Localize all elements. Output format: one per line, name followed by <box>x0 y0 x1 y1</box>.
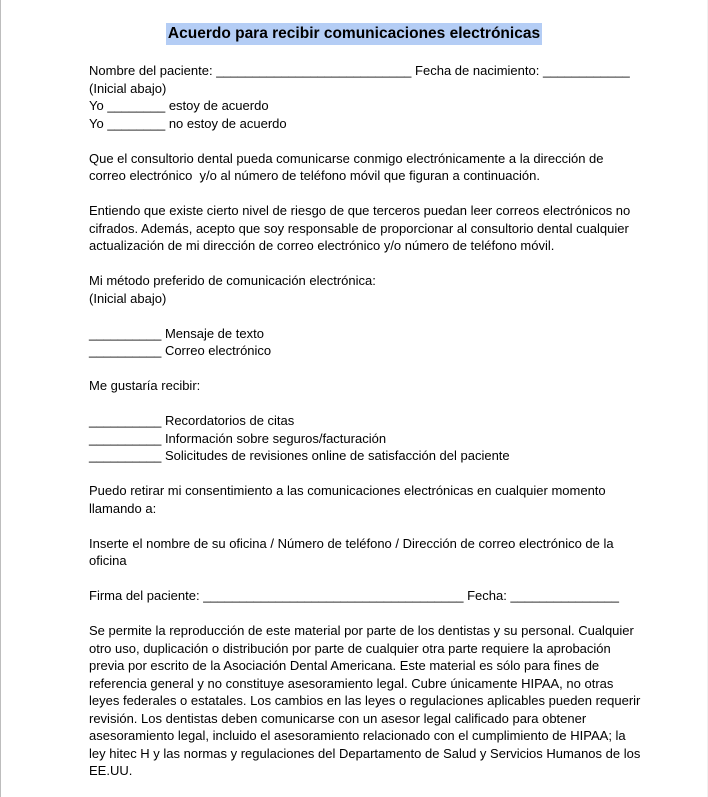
risk-paragraph-line: Entiendo que existe cierto nivel de riesgo de que terceros puedan leer correos electrónicos no <box>89 203 631 218</box>
patient-name-label: Nombre del paciente: <box>89 63 213 78</box>
agree-label: estoy de acuerdo <box>168 98 269 113</box>
receive-heading: Me gustaría recibir: <box>89 378 201 393</box>
spacer <box>89 605 659 623</box>
disclaimer-line: referencia general y no constituye asesoramiento legal. Cubre únicamente HIPAA, no otras <box>89 675 614 691</box>
office-info-line: Inserte el nombre de su oficina / Número de teléfono / Dirección de correo electrónico de la <box>89 535 614 551</box>
disagree-prefix: Yo <box>89 115 104 131</box>
spacer <box>89 517 659 535</box>
disagree-line <box>89 115 659 133</box>
signature-blank[interactable]: ____________________________________ <box>203 588 464 603</box>
receive-option-appointments <box>89 412 659 430</box>
spacer <box>89 307 659 325</box>
signature-date-label: Fecha: <box>467 588 507 603</box>
receive-option-reviews <box>89 447 659 465</box>
spacer <box>89 395 659 413</box>
spacer <box>89 255 659 273</box>
method-initial-blank[interactable]: __________ <box>89 325 162 341</box>
method-option-email <box>89 342 659 360</box>
disclaimer-line: leyes federales o estatales. Los cambios en las leyes o regulaciones aplicables pueden requerir <box>89 693 641 708</box>
spacer <box>89 465 659 483</box>
spacer <box>89 185 659 203</box>
disclaimer-line: Se permite la reproducción de este material por parte de los dentistas y su personal. Cualquier <box>89 623 634 638</box>
spacer <box>89 570 659 588</box>
receive-initial-blank[interactable]: __________ <box>89 413 162 428</box>
disclaimer-line: asesoramiento legal, incluido el asesoramiento relacionado con el cumplimiento de HIPAA; la <box>89 728 626 743</box>
spacer <box>89 360 659 378</box>
spacer <box>89 132 659 150</box>
document-body <box>89 62 659 780</box>
method-initial-blank[interactable]: __________ <box>89 343 162 358</box>
withdraw-line: Puedo retirar mi consentimiento a las comunicaciones electrónicas en cualquier momento <box>89 483 606 498</box>
signature-line <box>89 587 659 605</box>
receive-option-label: Recordatorios de citas <box>164 413 295 428</box>
disagree-label: no estoy de acuerdo <box>168 115 287 131</box>
method-option-text-message <box>89 325 659 343</box>
receive-option-billing <box>89 430 659 448</box>
agree-prefix: Yo <box>89 98 104 113</box>
document-title: Acuerdo para recibir comunicaciones electrónicas <box>166 23 542 45</box>
disclaimer-line: previa por escrito de la Asociación Dental Americana. Este material es sólo para fines de <box>89 658 600 673</box>
disagree-initial-blank[interactable]: ________ <box>107 115 166 131</box>
receive-option-label: Información sobre seguros/facturación <box>164 430 387 446</box>
patient-name-blank[interactable]: ___________________________ <box>216 63 412 78</box>
receive-initial-blank[interactable]: __________ <box>89 430 162 446</box>
risk-paragraph-line: cifrados. Además, acepto que soy responsable de proporcionar al consultorio dental cualquier <box>89 220 629 236</box>
receive-option-label: Solicitudes de revisiones online de satisfacción del paciente <box>164 448 510 463</box>
receive-initial-blank[interactable]: __________ <box>89 448 162 463</box>
disclaimer-line: otro uso, duplicación o distribución por parte de cualquier otra parte requiere la aprobación <box>89 640 611 656</box>
method-option-label: Correo electrónico <box>164 343 272 358</box>
disclaimer-line: revisión. Los dentistas deben comunicarse con un asesor legal calificado para obtener <box>89 710 587 726</box>
office-info-line: oficina <box>89 553 127 568</box>
dob-label: Fecha de nacimiento: <box>415 63 540 78</box>
withdraw-line: llamando a: <box>89 500 157 516</box>
risk-paragraph-line: actualización de mi dirección de correo electrónico y/o número de teléfono móvil. <box>89 238 555 253</box>
dob-blank[interactable]: ____________ <box>542 63 630 78</box>
consent-paragraph-line: correo electrónico y/o al número de teléfono móvil que figuran a continuación. <box>89 168 540 183</box>
method-option-label: Mensaje de texto <box>164 325 264 341</box>
preferred-method-note: (Inicial abajo) <box>89 290 167 306</box>
signature-label: Firma del paciente: <box>89 588 200 603</box>
preferred-method-heading: Mi método preferido de comunicación electrónica: <box>89 273 376 288</box>
agree-line <box>89 97 659 115</box>
disclaimer-line: EE.UU. <box>89 763 133 778</box>
patient-info-line <box>89 62 659 80</box>
agree-initial-blank[interactable]: ________ <box>107 98 166 113</box>
title-container <box>1 23 707 45</box>
initial-note: (Inicial abajo) <box>89 80 167 96</box>
signature-date-blank[interactable]: _______________ <box>510 588 619 603</box>
consent-paragraph-line: Que el consultorio dental pueda comunicarse conmigo electrónicamente a la dirección de <box>89 150 604 166</box>
disclaimer-line: ley hitec H y las normas y regulaciones del Departamento de Salud y Servicios Humanos de los <box>89 745 641 761</box>
